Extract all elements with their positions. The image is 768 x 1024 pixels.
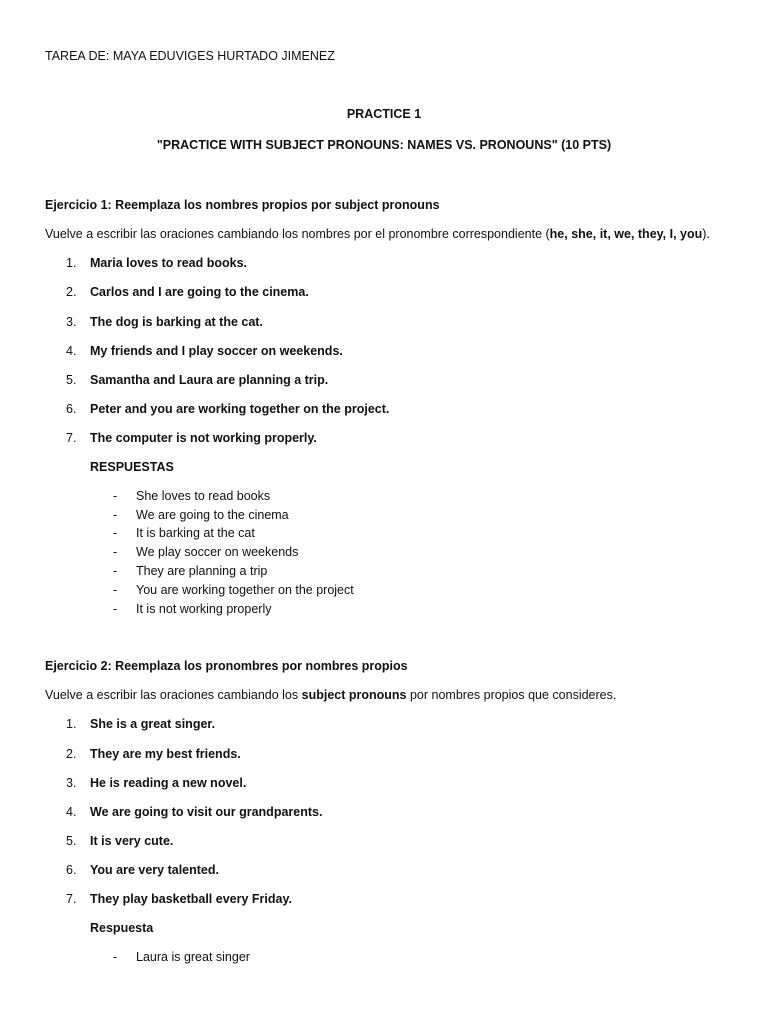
answer-item: You are working together on the project — [136, 583, 354, 597]
answer-item: They are planning a trip — [136, 564, 268, 578]
exercise1-answers-label: RESPUESTAS — [90, 460, 174, 474]
exercise1-instruction-bold: he, she, it, we, they, I, you — [549, 227, 703, 241]
dash-bullet: - — [113, 583, 118, 597]
list-item-number: 1. — [66, 717, 77, 731]
list-item-number: 5. — [66, 834, 77, 848]
exercise2-instruction-bold: subject pronouns — [301, 688, 407, 702]
list-item-number: 7. — [66, 892, 77, 906]
answer-item: Laura is great singer — [136, 950, 250, 964]
list-item-number: 3. — [66, 315, 77, 329]
list-item: Peter and you are working together on the project. — [90, 402, 390, 416]
list-item-number: 6. — [66, 863, 77, 877]
exercise2-instruction-post: por nombres propios que consideres. — [406, 688, 617, 702]
list-item: The computer is not working properly. — [90, 431, 317, 445]
dash-bullet: - — [113, 489, 118, 503]
answer-item: We play soccer on weekends — [136, 545, 299, 559]
practice-subtitle: "PRACTICE WITH SUBJECT PRONOUNS: NAMES VS. PRONOUNS" (10 PTS) — [156, 138, 612, 152]
list-item-number: 4. — [66, 344, 77, 358]
list-item: They play basketball every Friday. — [90, 892, 292, 906]
answer-item: It is not working properly — [136, 602, 272, 616]
exercise1-heading: Ejercicio 1: Reemplaza los nombres propios por subject pronouns — [45, 198, 440, 212]
answer-item: She loves to read books — [136, 489, 271, 503]
dash-bullet: - — [113, 545, 118, 559]
exercise2-instruction — [45, 687, 616, 703]
exercise1-instruction — [45, 226, 710, 242]
list-item: The dog is barking at the cat. — [90, 315, 263, 329]
answer-item: It is barking at the cat — [136, 526, 255, 540]
list-item: We are going to visit our grandparents. — [90, 805, 323, 819]
list-item-number: 5. — [66, 373, 77, 387]
dash-bullet: - — [113, 508, 118, 522]
dash-bullet: - — [113, 526, 118, 540]
list-item-number: 6. — [66, 402, 77, 416]
list-item: You are very talented. — [90, 863, 219, 877]
list-item: It is very cute. — [90, 834, 174, 848]
author-line: TAREA DE: MAYA EDUVIGES HURTADO JIMENEZ — [45, 49, 335, 63]
list-item-number: 1. — [66, 256, 77, 270]
list-item: She is a great singer. — [90, 717, 216, 731]
list-item: They are my best friends. — [90, 747, 241, 761]
exercise2-heading: Ejercicio 2: Reemplaza los pronombres por nombres propios — [45, 659, 408, 673]
list-item: My friends and I play soccer on weekends. — [90, 344, 343, 358]
exercise1-instruction-pre: Vuelve a escribir las oraciones cambiando los nombres por el pronombre correspondiente ( — [45, 227, 550, 241]
list-item-number: 7. — [66, 431, 77, 445]
list-item: Maria loves to read books. — [90, 256, 247, 270]
dash-bullet: - — [113, 950, 118, 964]
list-item-number: 2. — [66, 747, 77, 761]
dash-bullet: - — [113, 564, 118, 578]
list-item-number: 2. — [66, 285, 77, 299]
practice-title: PRACTICE 1 — [346, 107, 422, 121]
list-item: He is reading a new novel. — [90, 776, 247, 790]
exercise2-instruction-pre: Vuelve a escribir las oraciones cambiando los — [45, 688, 302, 702]
exercise1-instruction-post: ). — [702, 227, 710, 241]
exercise2-answers-label: Respuesta — [90, 921, 154, 935]
list-item-number: 4. — [66, 805, 77, 819]
dash-bullet: - — [113, 602, 118, 616]
list-item: Samantha and Laura are planning a trip. — [90, 373, 329, 387]
answer-item: We are going to the cinema — [136, 508, 289, 522]
list-item-number: 3. — [66, 776, 77, 790]
list-item: Carlos and I are going to the cinema. — [90, 285, 309, 299]
